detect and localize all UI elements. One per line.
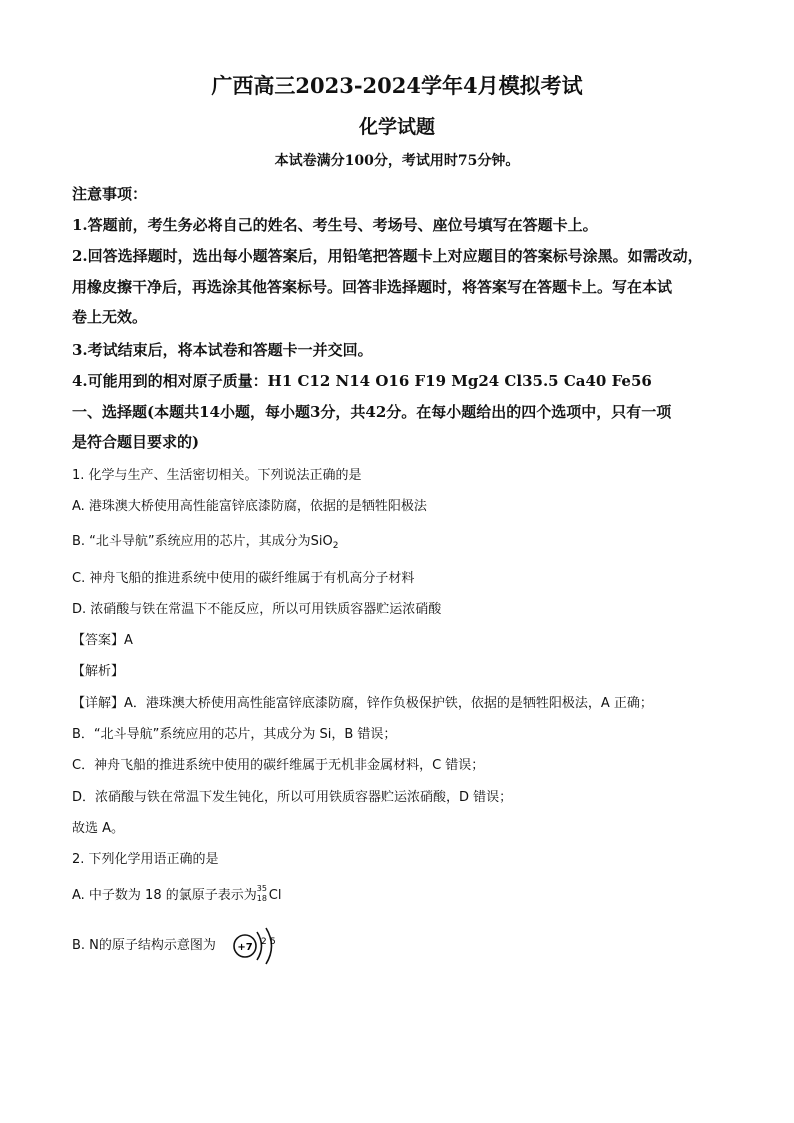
isotope-notation: 35 18 [256, 884, 267, 903]
detail-d: D．浓硝酸与铁在常温下发生钝化，所以可用铁质容器贮运浓硝酸，D 错误； [72, 790, 513, 805]
section-heading-cont: 是符合题目要求的) [72, 433, 200, 451]
detail-b: B．“北斗导航”系统应用的芯片，其成分为 Si，B 错误； [72, 727, 397, 742]
option-a: A. 港珠澳大桥使用高性能富锌底漆防腐，依据的是牺牲阳极法 [72, 499, 427, 514]
notes-heading: 注意事项： [72, 185, 148, 203]
option-d: D. 浓硝酸与铁在常温下不能反应，所以可用铁质容器贮运浓硝酸 [72, 602, 442, 617]
note-item: 1.答题前，考生务必将自己的姓名、考生号、考场号、座位号填写在答题卡上。 [72, 216, 598, 234]
sio2-formula: SiO$_2$ [310, 534, 339, 551]
option-b [72, 530, 339, 551]
shell-1-count: 2 [261, 937, 267, 947]
note-item: 2.回答选择题时，选出每小题答案后，用铅笔把答题卡上对应题目的答案标号涂黑。如需改动， [72, 247, 703, 265]
shell-2-count: 5 [270, 937, 276, 947]
option-a [72, 884, 281, 903]
note-item: 3.考试结束后，将本试卷和答题卡一并交回。 [72, 341, 373, 359]
note-item: 卷上无效。 [72, 308, 148, 326]
detail-a: 【详解】A．港珠澳大桥使用高性能富锌底漆防腐，锌作负极保护铁，依据的是牺牲阳极法，A 正确； [72, 696, 653, 711]
note-item: 用橡皮擦干净后，再选涂其他答案标号。回答非选择题时，将答案写在答题卡上。写在本试 [72, 278, 673, 296]
section-heading: 一、选择题(本题共14小题，每小题3分，共42分。在每小题给出的四个选项中，只有一项 [72, 403, 672, 421]
option-a-text: A. 中子数为 18 的氯原子表示为 [72, 888, 257, 903]
option-b-text: B. “北斗导航”系统应用的芯片，其成分为 [72, 534, 311, 549]
option-c: C. 神舟飞船的推进系统中使用的碳纤维属于有机高分子材料 [72, 571, 415, 586]
analysis-label: 【解析】 [72, 664, 125, 679]
question-stem: 1. 化学与生产、生活密切相关。下列说法正确的是 [72, 468, 362, 483]
question-stem: 2. 下列化学用语正确的是 [72, 852, 219, 867]
conclusion: 故选 A。 [72, 821, 125, 836]
nucleus-charge: +7 [237, 942, 253, 953]
chlorine-symbol: Cl [268, 888, 282, 903]
option-b-text: B. N的原子结构示意图为 [72, 938, 216, 953]
exam-title: 广西高三2023-2024学年4月模拟考试 [211, 73, 583, 98]
exam-info: 本试卷满分100分，考试用时75分钟。 [274, 153, 520, 169]
answer-label: 【答案】A [72, 633, 133, 648]
detail-c: C．神舟飞船的推进系统中使用的碳纤维属于无机非金属材料，C 错误； [72, 758, 485, 773]
option-b [72, 934, 216, 953]
atomic-structure-diagram [230, 925, 282, 969]
note-item: 4.可能用到的相对原子质量：H1 C12 N14 O16 F19 Mg24 Cl35.5 Ca40 Fe56 [72, 372, 652, 390]
exam-subtitle: 化学试题 [358, 116, 435, 138]
